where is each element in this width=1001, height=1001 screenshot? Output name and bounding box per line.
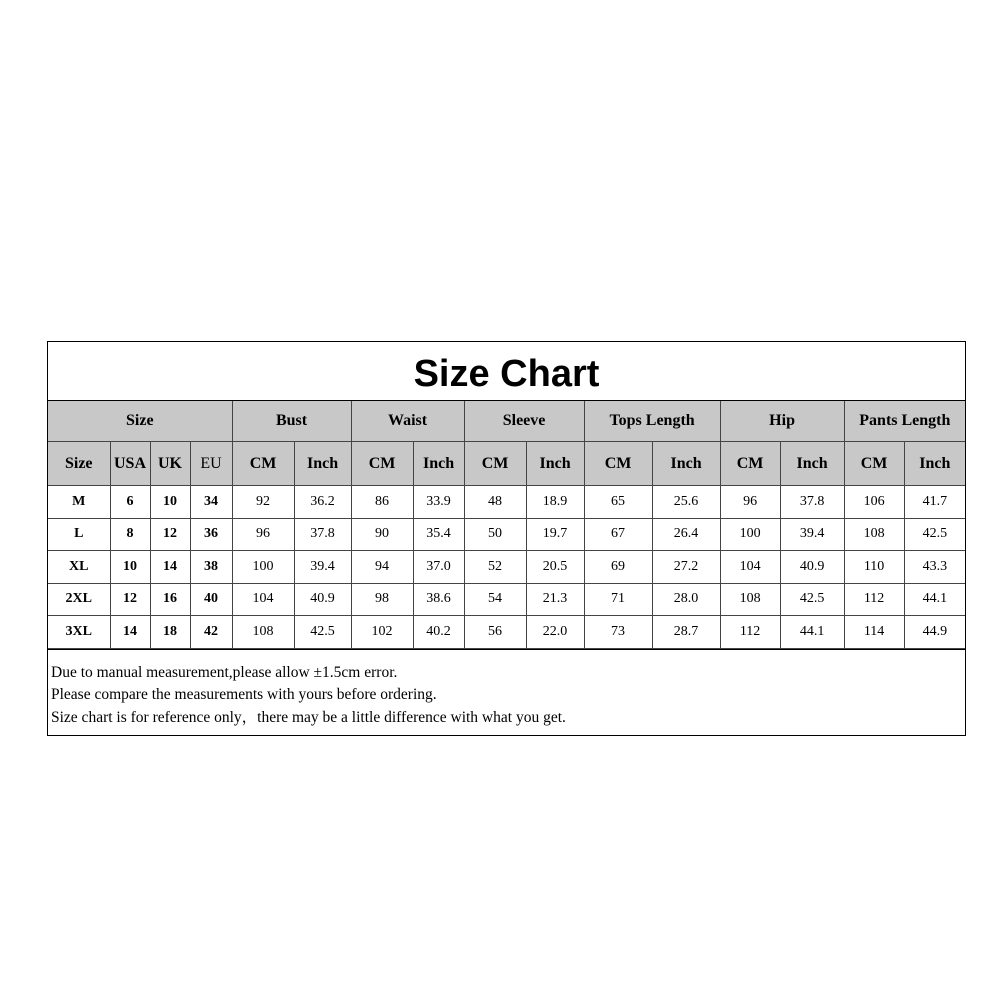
sub-header-cell: Inch [294, 442, 351, 486]
table-cell: 37.8 [294, 518, 351, 551]
table-cell: 14 [150, 551, 190, 584]
sub-header-cell: Inch [652, 442, 720, 486]
table-cell: 108 [720, 583, 780, 616]
table-cell: 36 [190, 518, 232, 551]
table-cell: 16 [150, 583, 190, 616]
table-cell: 106 [844, 486, 904, 519]
table-cell: 65 [584, 486, 652, 519]
table-cell: 28.0 [652, 583, 720, 616]
table-cell: 100 [232, 551, 294, 584]
table-cell: 40.2 [413, 616, 464, 649]
group-header-row [48, 401, 965, 442]
size-label-cell: XL [48, 551, 110, 584]
table-row [48, 583, 965, 616]
table-cell: 36.2 [294, 486, 351, 519]
table-cell: 43.3 [904, 551, 965, 584]
table-cell: 112 [720, 616, 780, 649]
notes [48, 649, 965, 730]
table-cell: 37.8 [780, 486, 844, 519]
sub-header-cell: CM [844, 442, 904, 486]
sub-header-cell: EU [190, 442, 232, 486]
sub-header-cell: Inch [413, 442, 464, 486]
group-header-tops-length: Tops Length [584, 401, 720, 442]
table-cell: 40.9 [294, 583, 351, 616]
table-cell: 21.3 [526, 583, 584, 616]
group-header-pants-length: Pants Length [844, 401, 965, 442]
table-cell: 114 [844, 616, 904, 649]
sub-header-cell: Inch [780, 442, 844, 486]
size-chart [47, 341, 966, 736]
sub-header-cell: CM [464, 442, 526, 486]
table-cell: 40 [190, 583, 232, 616]
group-header-sleeve: Sleeve [464, 401, 584, 442]
table-cell: 71 [584, 583, 652, 616]
table-cell: 90 [351, 518, 413, 551]
table-cell: 67 [584, 518, 652, 551]
table-cell: 112 [844, 583, 904, 616]
note-line: Size chart is for reference only，there may be a little difference with what you get. [51, 708, 566, 726]
sub-header-row [48, 442, 965, 486]
table-cell: 27.2 [652, 551, 720, 584]
table-cell: 12 [150, 518, 190, 551]
table-cell: 69 [584, 551, 652, 584]
table-cell: 42 [190, 616, 232, 649]
table-cell: 33.9 [413, 486, 464, 519]
table-cell: 102 [351, 616, 413, 649]
table-cell: 42.5 [294, 616, 351, 649]
table-cell: 44.1 [904, 583, 965, 616]
table-body [48, 486, 965, 649]
table-cell: 54 [464, 583, 526, 616]
table-cell: 104 [720, 551, 780, 584]
sub-header-cell: CM [584, 442, 652, 486]
table-cell: 35.4 [413, 518, 464, 551]
table-cell: 38.6 [413, 583, 464, 616]
sub-header-cell: CM [720, 442, 780, 486]
table-row [48, 551, 965, 584]
group-header-hip: Hip [720, 401, 844, 442]
table-cell: 12 [110, 583, 150, 616]
table-cell: 8 [110, 518, 150, 551]
table-cell: 92 [232, 486, 294, 519]
note-line: Please compare the measurements with yours before ordering. [51, 686, 437, 703]
note-line: Due to manual measurement,please allow ±1.5cm error. [51, 663, 398, 681]
sub-header-cell: USA [110, 442, 150, 486]
table-cell: 73 [584, 616, 652, 649]
table-cell: 40.9 [780, 551, 844, 584]
table-cell: 34 [190, 486, 232, 519]
group-header-waist: Waist [351, 401, 464, 442]
size-label-cell: L [48, 518, 110, 551]
table-cell: 39.4 [294, 551, 351, 584]
table-cell: 96 [720, 486, 780, 519]
table-cell: 18 [150, 616, 190, 649]
table-cell: 18.9 [526, 486, 584, 519]
table-cell: 10 [150, 486, 190, 519]
table-cell: 39.4 [780, 518, 844, 551]
table-cell: 48 [464, 486, 526, 519]
table-cell: 98 [351, 583, 413, 616]
table-cell: 22.0 [526, 616, 584, 649]
sub-header-cell: CM [351, 442, 413, 486]
table-cell: 100 [720, 518, 780, 551]
table-cell: 25.6 [652, 486, 720, 519]
table-cell: 37.0 [413, 551, 464, 584]
table-cell: 19.7 [526, 518, 584, 551]
size-label-cell: 2XL [48, 583, 110, 616]
table-cell: 42.5 [780, 583, 844, 616]
size-label-cell: 3XL [48, 616, 110, 649]
table-cell: 56 [464, 616, 526, 649]
group-header-bust: Bust [232, 401, 351, 442]
table-row [48, 616, 965, 649]
table-row [48, 486, 965, 519]
table-cell: 96 [232, 518, 294, 551]
chart-title: Size Chart [48, 342, 965, 401]
table-cell: 28.7 [652, 616, 720, 649]
table-cell: 86 [351, 486, 413, 519]
table-cell: 38 [190, 551, 232, 584]
table-cell: 108 [844, 518, 904, 551]
sub-header-cell: Inch [526, 442, 584, 486]
table-cell: 50 [464, 518, 526, 551]
table-cell: 110 [844, 551, 904, 584]
table-cell: 52 [464, 551, 526, 584]
sub-header-cell: CM [232, 442, 294, 486]
table-cell: 94 [351, 551, 413, 584]
table-cell: 26.4 [652, 518, 720, 551]
table-cell: 6 [110, 486, 150, 519]
sub-header-cell: Inch [904, 442, 965, 486]
table-cell: 108 [232, 616, 294, 649]
table-cell: 20.5 [526, 551, 584, 584]
sub-header-cell: UK [150, 442, 190, 486]
table-cell: 14 [110, 616, 150, 649]
table-cell: 10 [110, 551, 150, 584]
size-label-cell: M [48, 486, 110, 519]
group-header-size: Size [48, 401, 232, 442]
table-cell: 41.7 [904, 486, 965, 519]
size-table [48, 401, 965, 649]
table-row [48, 518, 965, 551]
sub-header-cell: Size [48, 442, 110, 486]
table-cell: 104 [232, 583, 294, 616]
table-cell: 42.5 [904, 518, 965, 551]
table-cell: 44.9 [904, 616, 965, 649]
table-cell: 44.1 [780, 616, 844, 649]
